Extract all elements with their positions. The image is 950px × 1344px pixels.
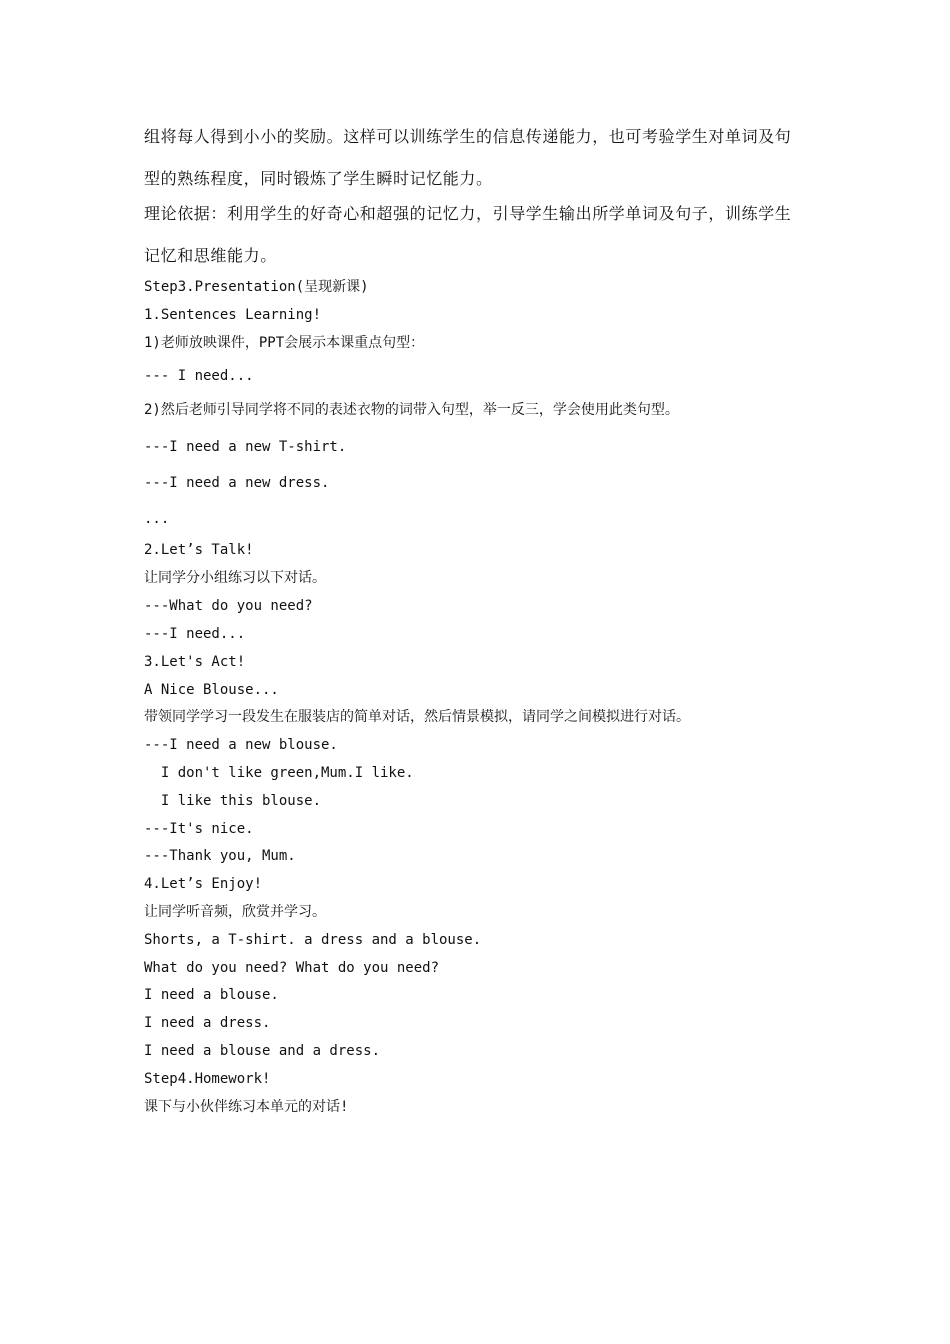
dialogue-line: I like this blouse. bbox=[144, 793, 322, 809]
subsection-subtitle: A Nice Blouse... bbox=[144, 682, 279, 698]
song-line: I need a blouse and a dress. bbox=[144, 1043, 381, 1059]
instruction-line: 让同学分小组练习以下对话。 bbox=[144, 570, 326, 586]
dialogue-line: ---I need a new blouse. bbox=[144, 737, 338, 753]
sentence-pattern: --- I need... bbox=[144, 368, 254, 384]
paragraph-line: 记忆和思维能力。 bbox=[144, 246, 277, 265]
song-line: I need a blouse. bbox=[144, 987, 279, 1003]
section-heading: Step4.Homework! bbox=[144, 1071, 271, 1087]
instruction-line: 带领同学学习一段发生在服装店的简单对话，然后情景模拟，请同学之间模拟进行对话。 bbox=[144, 709, 690, 725]
instruction-line: 让同学听音频，欣赏并学习。 bbox=[144, 904, 326, 920]
list-item: 1)老师放映课件，PPT会展示本课重点句型： bbox=[144, 335, 425, 351]
section-heading: Step3.Presentation(呈现新课) bbox=[144, 279, 369, 295]
paragraph-line: 组将每人得到小小的奖励。这样可以训练学生的信息传递能力，也可考验学生对单词及句 bbox=[144, 127, 792, 146]
dialogue-line: ---It's nice. bbox=[144, 821, 254, 837]
paragraph-line: 理论依据：利用学生的好奇心和超强的记忆力，引导学生输出所学单词及句子，训练学生 bbox=[144, 204, 792, 223]
subsection-title: 1.Sentences Learning! bbox=[144, 307, 322, 323]
paragraph-line: 型的熟练程度，同时锻炼了学生瞬时记忆能力。 bbox=[144, 169, 493, 188]
dialogue-line: ---What do you need? bbox=[144, 598, 313, 614]
homework-line: 课下与小伙伴练习本单元的对话! bbox=[144, 1099, 349, 1115]
example-line: ---I need a new dress. bbox=[144, 475, 330, 491]
subsection-title: 3.Let's Act! bbox=[144, 654, 246, 670]
dialogue-line: ---Thank you, Mum. bbox=[144, 848, 296, 864]
list-item: 2)然后老师引导同学将不同的表述衣物的词带入句型，举一反三，学会使用此类句型。 bbox=[144, 402, 679, 418]
song-line: I need a dress. bbox=[144, 1015, 271, 1031]
subsection-title: 4.Let’s Enjoy! bbox=[144, 876, 263, 892]
song-line: What do you need? What do you need? bbox=[144, 960, 440, 976]
song-line: Shorts, a T-shirt. a dress and a blouse. bbox=[144, 932, 482, 948]
example-line: ---I need a new T-shirt. bbox=[144, 439, 347, 455]
dialogue-line: ---I need... bbox=[144, 626, 246, 642]
dialogue-line: I don't like green,Mum.I like. bbox=[144, 765, 414, 781]
ellipsis-line: ... bbox=[144, 511, 170, 527]
subsection-title: 2.Let’s Talk! bbox=[144, 542, 254, 558]
